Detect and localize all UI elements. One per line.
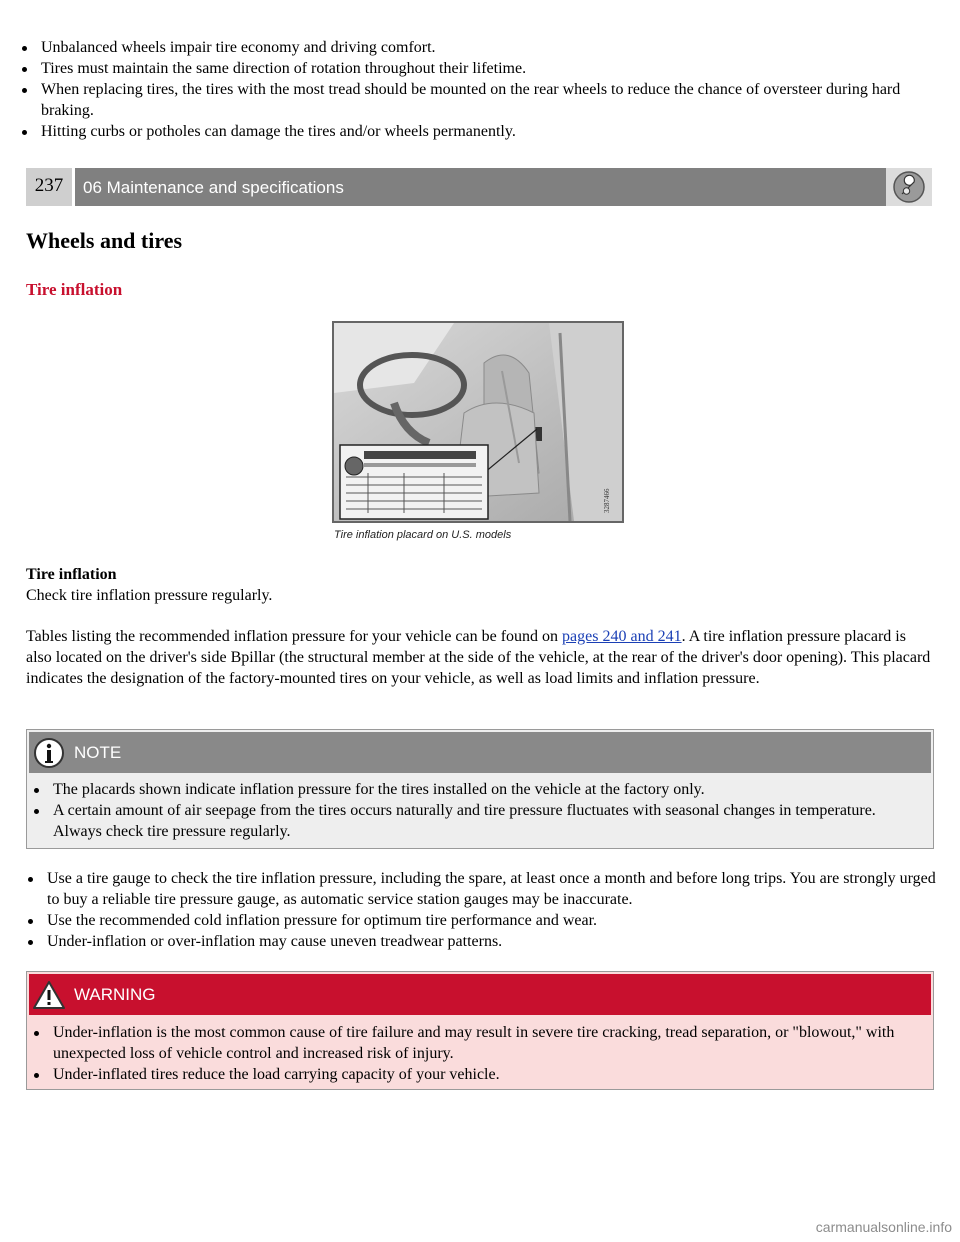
page-number: 237: [26, 168, 72, 206]
warning-title: WARNING: [74, 985, 156, 1004]
body-intro: [26, 564, 934, 606]
placard-figure: [332, 321, 624, 539]
list-item: Use a tire gauge to check the tire inflation pressure, including the spare, at least once a month and before long trips. You are strongly urged to buy a reliable tire pressure gauge, as automatic service station gauges may be inaccurate.: [26, 868, 936, 910]
warning-header: [29, 974, 931, 1015]
paragraph-text: . A tire inflation pressure placard is also located on the driver's side Bpillar (the structural member at the side of the vehicle, at the rear of the driver's door opening). This placard indicates the designation of the factory-mounted tires on your vehicle, as well as load limits and inflation pressure.: [26, 628, 931, 687]
placard-photo: [332, 321, 624, 523]
note-title: NOTE: [74, 743, 122, 762]
subsection-title: Tire inflation: [26, 280, 123, 299]
note-header: [29, 732, 931, 773]
list-item: Hitting curbs or potholes can damage the tires and/or wheels permanently.: [20, 121, 940, 142]
chapter-title-bar: [75, 168, 932, 206]
figure-code: 3287466: [603, 488, 611, 513]
list-item: Under-inflation or over-inflation may cause uneven treadwear patterns.: [26, 931, 936, 952]
section-title: Wheels and tires: [26, 228, 183, 253]
list-item: The placards shown indicate inflation pressure for the tires installed on the vehicle at the factory only.: [32, 779, 925, 800]
list-item: When replacing tires, the tires with the most tread should be mounted on the rear wheels to reduce the chance of oversteer during hard braking.: [20, 79, 940, 121]
pages-link[interactable]: pages 240 and 241: [562, 628, 682, 645]
chapter-header: [26, 168, 932, 206]
wrench-icon: [886, 168, 932, 206]
list-item: Under-inflated tires reduce the load carrying capacity of your vehicle.: [32, 1064, 925, 1085]
info-icon: [32, 736, 66, 770]
watermark: carmanualsonline.info: [815, 1219, 952, 1235]
figure-caption: Tire inflation placard on U.S. models: [334, 529, 512, 541]
list-item: Use the recommended cold inflation pressure for optimum tire performance and wear.: [26, 910, 936, 931]
warning-box: [26, 971, 934, 1090]
note-box: [26, 729, 934, 849]
bottom-bullet-list: [26, 868, 936, 952]
chapter-title: 06 Maintenance and specifications: [83, 177, 344, 197]
list-item: A certain amount of air seepage from the tires occurs naturally and tire pressure fluctuates with seasonal changes in temperature. Always check tire pressure regularly.: [32, 800, 925, 842]
list-item: Tires must maintain the same direction of rotation throughout their lifetime.: [20, 58, 940, 79]
body-label: Tire inflation: [26, 566, 117, 583]
list-item: Under-inflation is the most common cause of tire failure and may result in severe tire cracking, tread separation, or "blowout," with unexpected loss of vehicle control and increased risk of injury.: [32, 1022, 925, 1064]
warning-list: [27, 1017, 933, 1085]
list-item: Unbalanced wheels impair tire economy and driving comfort.: [20, 37, 940, 58]
warning-triangle-icon: [32, 979, 66, 1011]
body-paragraph: [26, 626, 934, 689]
note-list: [27, 775, 933, 842]
paragraph-text: Tables listing the recommended inflation pressure for your vehicle can be found on: [26, 628, 563, 645]
top-bullet-list: [20, 37, 940, 142]
body-line: Check tire inflation pressure regularly.: [26, 587, 273, 604]
